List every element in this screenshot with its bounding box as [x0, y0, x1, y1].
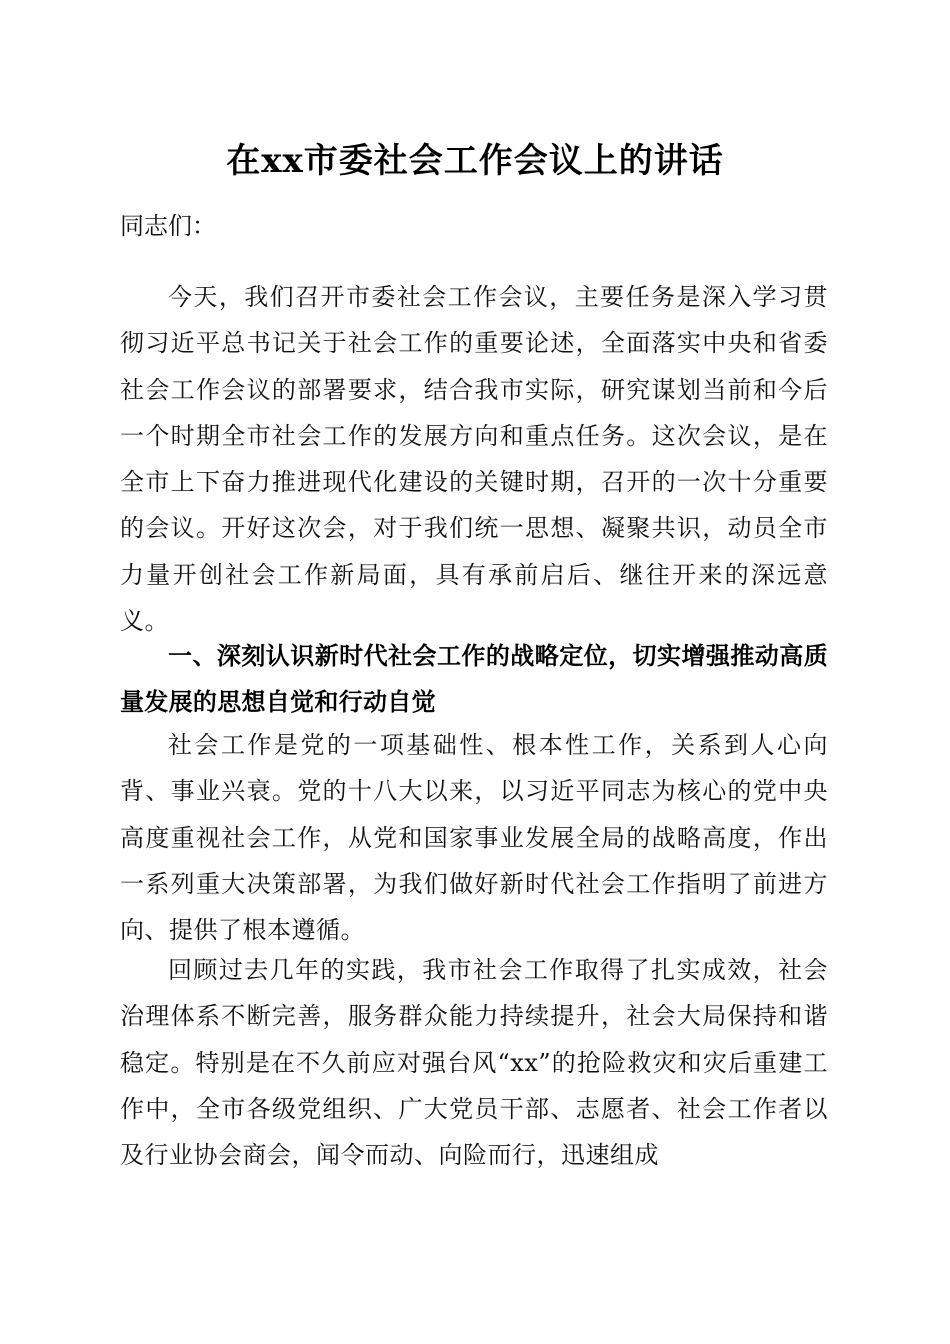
paragraph-opening: 今天，我们召开市委社会工作会议，主要任务是深入学习贯彻习近平总书记关于社会工作的重要论述，全面落实中央和省委社会工作会议的部署要求，结合我市实际，研究谋划当前和今后一个时期全市社会工作的发展方向和重点任务。这次会议，是在全市上下奋力推进现代化建设的关键时期，召开的一次十分重要的会议。开好这次会，对于我们统一思想、凝聚共识，动员全市力量开创社会工作新局面，具有承前启后、继往开来的深远意义。 [120, 283, 828, 636]
paragraph-review: 回顾过去几年的实践，我市社会工作取得了扎实成效，社会治理体系不断完善，服务群众能力持续提升，社会大局保持和谐稳定。特别是在不久前应对强台风“xx”的抢险救灾和灾后重建工作中，全市各级党组织、广大党员干部、志愿者、社会工作者以及行业协会商会，闻令而动、向险而行，迅速组成 [120, 956, 828, 1170]
salutation: 同志们： [120, 212, 216, 240]
section-heading-1: 一、深刻认识新时代社会工作的战略定位，切实增强推动高质量发展的思想自觉和行动自觉 [120, 642, 828, 717]
document-title: 在xx市委社会工作会议上的讲话 [226, 141, 724, 181]
paragraph-strategic-position: 社会工作是党的一项基础性、根本性工作，关系到人心向背、事业兴衰。党的十八大以来，以习近平同志为核心的党中央高度重视社会工作，从党和国家事业发展全局的战略高度，作出一系列重大决策部署，为我们做好新时代社会工作指明了前进方向、提供了根本遵循。 [120, 731, 828, 945]
